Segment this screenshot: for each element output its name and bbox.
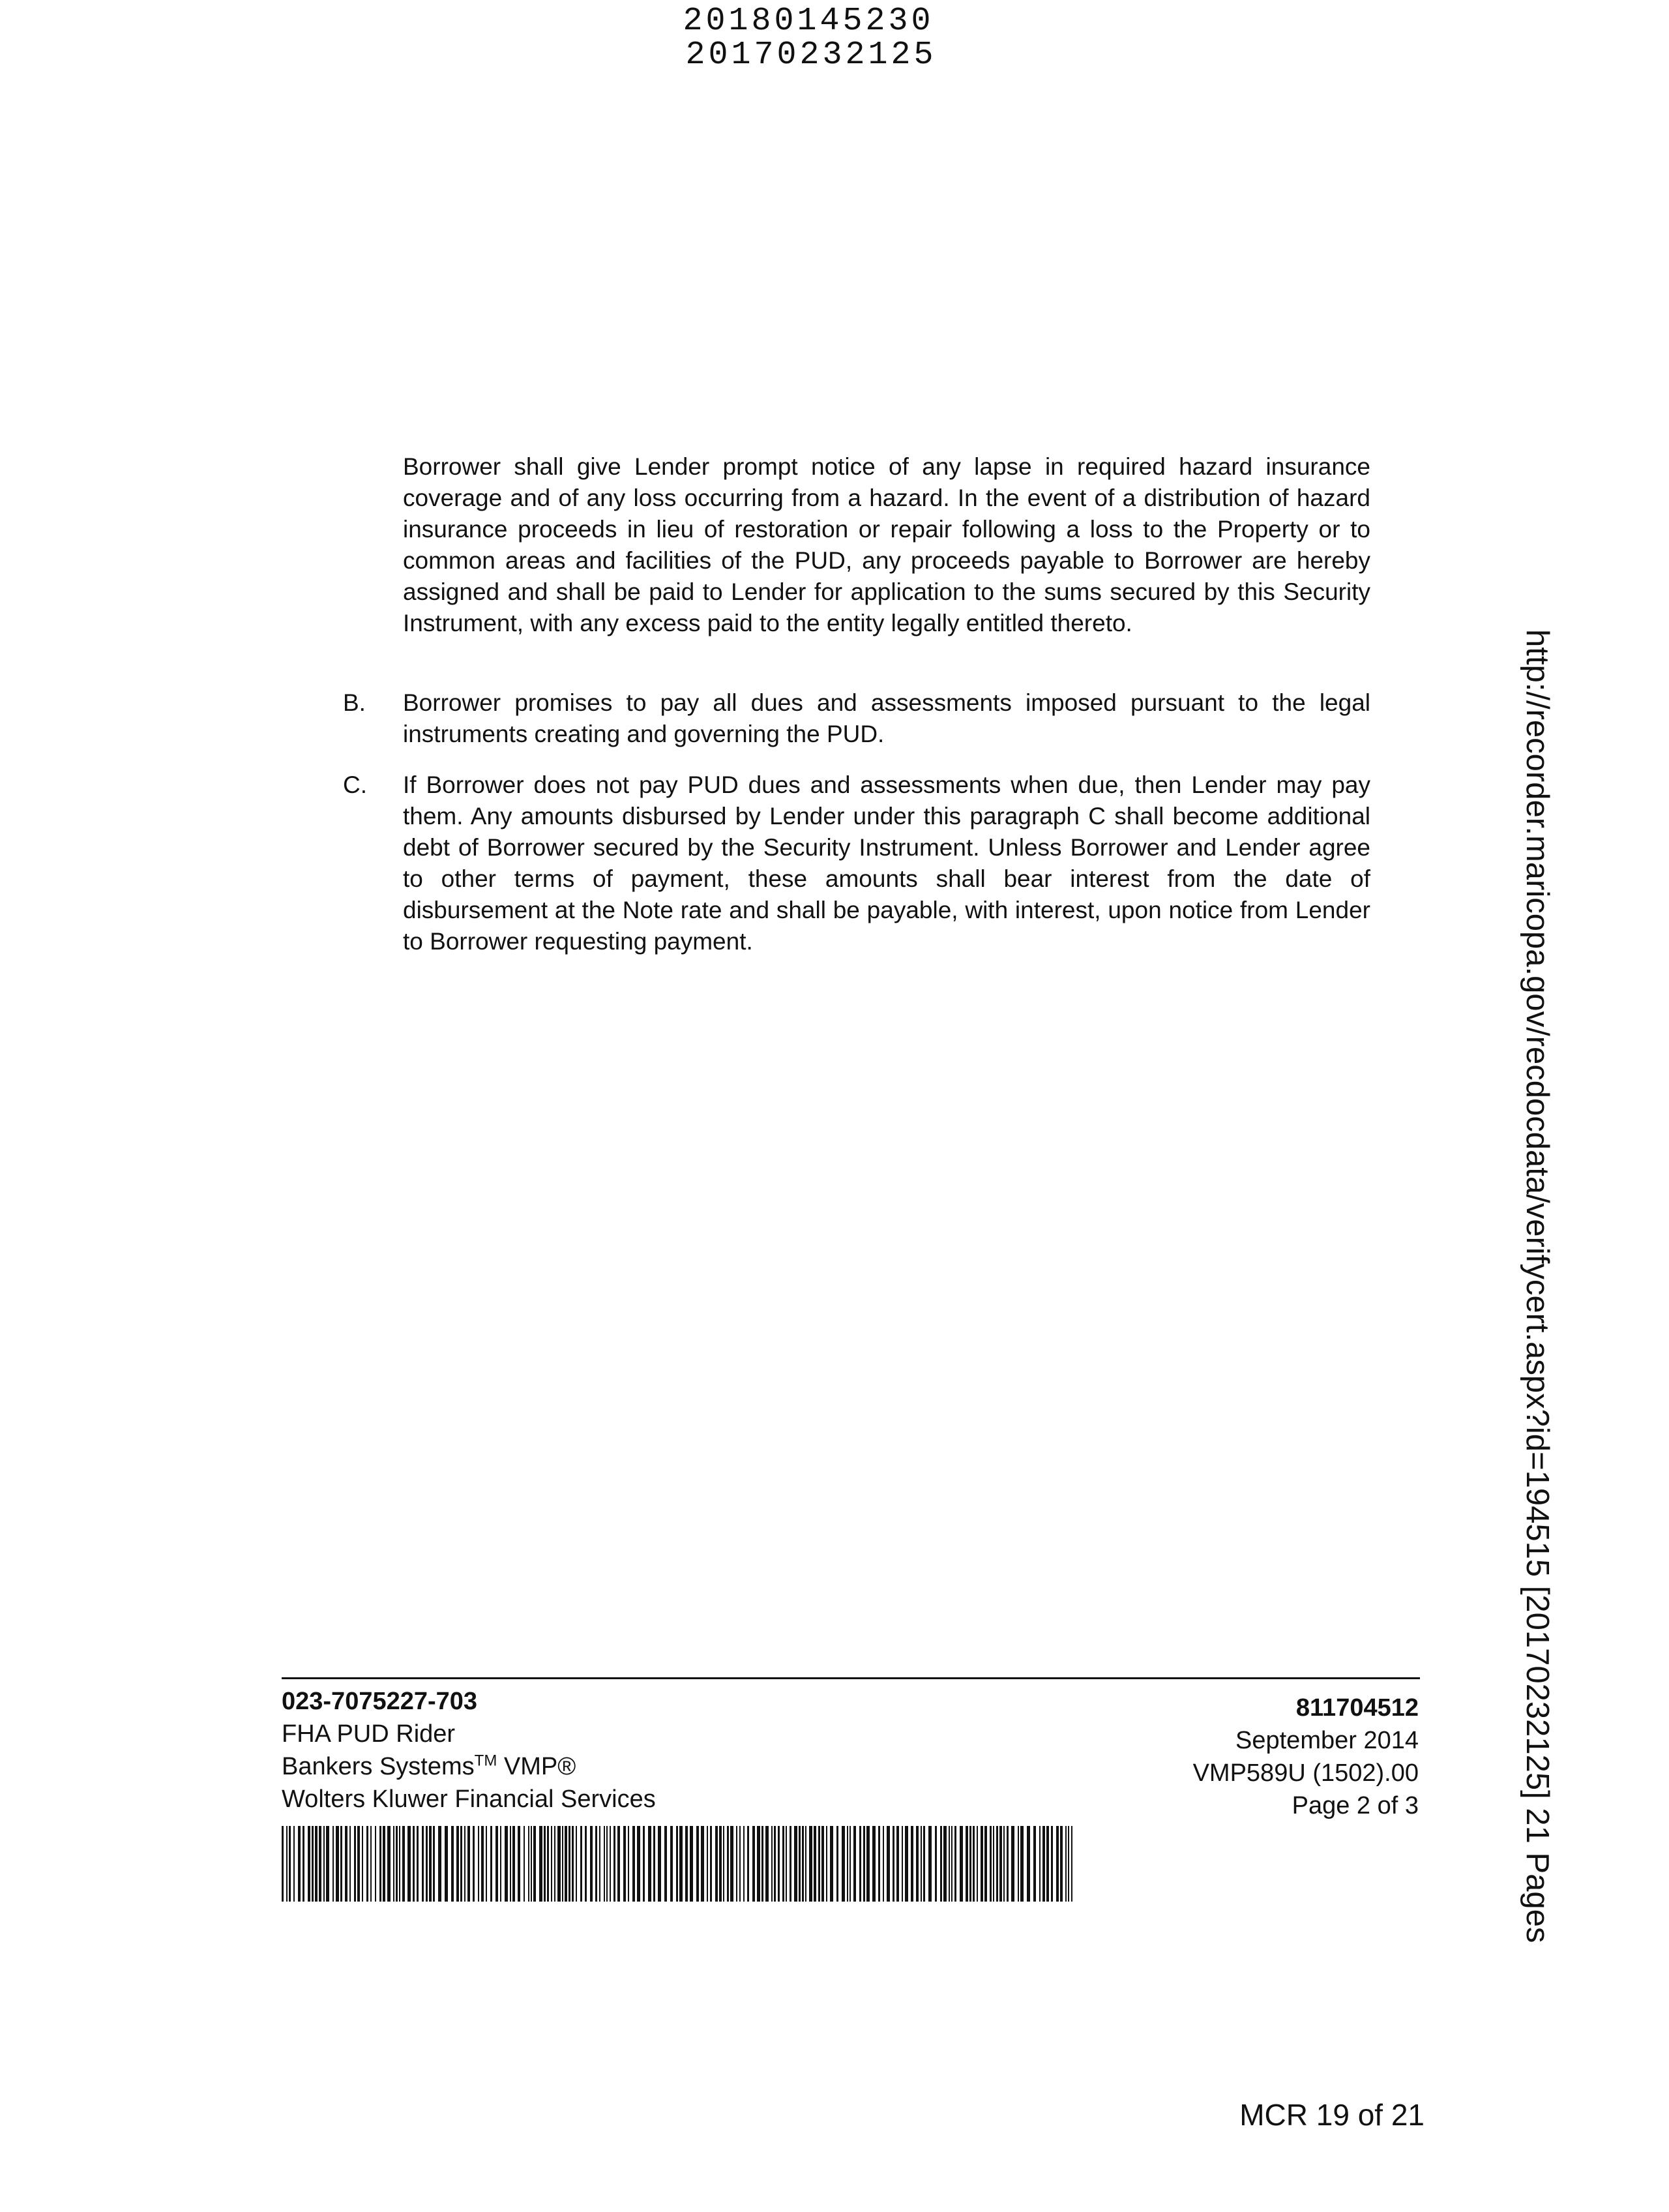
item-b <box>343 687 1370 750</box>
form-code: VMP589U (1502).00 <box>1192 1759 1419 1787</box>
item-letter: C. <box>343 771 367 798</box>
company-name: Wolters Kluwer Financial Services <box>282 1786 656 1813</box>
paragraph-hazard-insurance: Borrower shall give Lender prompt notice of any lapse in required hazard insurance coverage and of any loss occurring from a hazard. In the event of a distribution of hazard insurance proceeds in lieu of restoration or repair following a loss to the Property or to common areas and facilities of the PUD, any proceeds payable to Borrower are hereby assigned and shall be paid to Lender for application to the sums secured by this Security Instrument, with any excess paid to the entity legally entitled thereto. <box>403 453 1370 636</box>
item-text: If Borrower does not pay PUD dues and assessments when due, then Lender may pay them. Any amounts disbursed by Lender under this paragraph C shall become additional debt of Borrower secured by the Security Instrument. Unless Borrower and Lender agree to other terms of payment, these amounts shall bear interest from the date of disbursement at the Note rate and shall be payable, with interest, upon notice from Lender to Borrower requesting payment. <box>403 771 1370 955</box>
form-date: September 2014 <box>1235 1727 1419 1754</box>
recording-number-2: 20170232125 <box>685 37 937 74</box>
loan-number: 023-7075227-703 <box>282 1688 478 1715</box>
item-text: Borrower promises to pay all dues and assessments imposed pursuant to the legal instruments creating and governing the PUD. <box>403 689 1370 747</box>
barcode-image <box>282 1826 1073 1902</box>
footer-left-block <box>282 1685 656 1816</box>
vendor-prefix: Bankers Systems <box>282 1753 475 1780</box>
page-indicator: Page 2 of 3 <box>1292 1792 1419 1819</box>
item-letter: B. <box>343 689 366 716</box>
footer-right-block <box>1193 1692 1419 1822</box>
document-body <box>403 451 1370 639</box>
footer-divider <box>282 1677 1420 1679</box>
item-c <box>343 770 1370 957</box>
vendor-line <box>282 1750 656 1783</box>
recording-number-1: 20180145230 <box>683 3 934 40</box>
form-name: FHA PUD Rider <box>282 1720 456 1748</box>
trademark-mark: TM <box>474 1752 497 1770</box>
doc-number: 811704512 <box>1295 1694 1419 1722</box>
vendor-suffix: VMP® <box>497 1753 576 1780</box>
mcr-page-count: MCR 19 of 21 <box>1239 2098 1425 2132</box>
verification-url: http://recorder.maricopa.gov/recdocdata/verifycert.aspx?id=194515 [20170232125] 21 Pages <box>1520 629 1555 1943</box>
